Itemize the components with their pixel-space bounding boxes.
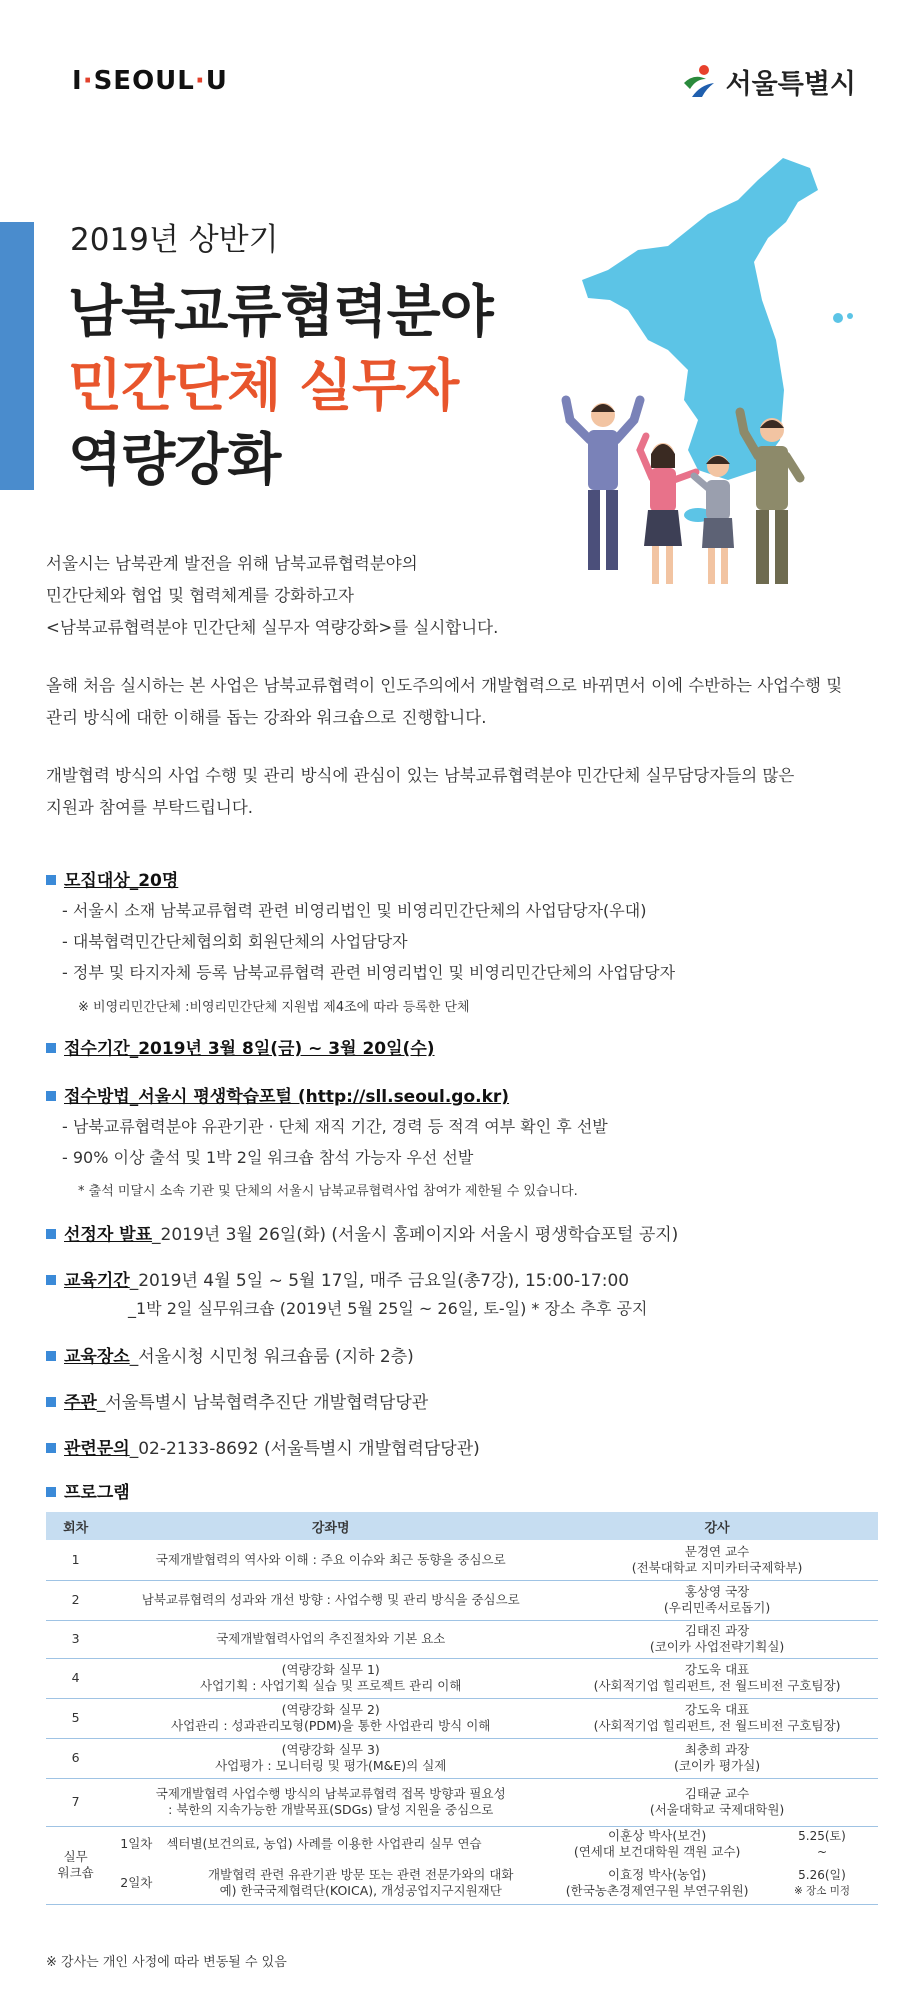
workshop-day2-title: 2일차 개발협력 관련 유관기관 방문 또는 관련 전문가와의 대화 예) 한국국제협력단(KOICA), 개성공업지구지원재단 (105, 1862, 556, 1904)
section-place: 교육장소_서울시청 시민청 워크숍룸 (지하 2층) (46, 1342, 414, 1367)
table-header-row (46, 1512, 878, 1540)
row-title: (역량강화 실무 1) 사업기획 : 사업기획 실습 및 프로젝트 관리 이해 (105, 1658, 556, 1698)
intro-paragraph-3: 개발협력 방식의 사업 수행 및 관리 방식에 관심이 있는 남북교류협력분야 민간단체 실무담당자들의 많은 지원과 참여를 부탁드립니다. (46, 766, 795, 817)
row-title: 남북교류협력의 성과와 개선 방향 : 사업수행 및 관리 방식을 중심으로 (105, 1580, 556, 1620)
table-row (46, 1658, 878, 1698)
row-lecturer: 홍상영 국장 (우리민족서로돕기) (556, 1580, 878, 1620)
workshop-day2-lecturer: 이효정 박사(농업) (한국농촌경제연구원 부연구위원) 5.26(일) ※ 장소 미정 (556, 1862, 878, 1904)
korea-map-people-illustration (548, 150, 888, 590)
col-header-lecturer: 강사 (556, 1512, 878, 1540)
row-title: (역량강화 실무 2) 사업관리 : 성과관리모형(PDM)을 통한 사업관리 방식 이해 (105, 1698, 556, 1738)
row-no: 3 (46, 1620, 105, 1658)
row-no: 6 (46, 1738, 105, 1778)
row-no: 5 (46, 1698, 105, 1738)
row-title: 국제개발협력 사업수행 방식의 남북교류협력 접목 방향과 필요성 : 북한의 지속가능한 개발목표(SDGs) 달성 지원을 중심으로 (105, 1778, 556, 1826)
table-row-workshop-day2 (46, 1862, 878, 1904)
row-no: 1 (46, 1540, 105, 1580)
hero-title-line2: 민간단체 실무자 (68, 354, 459, 419)
row-title: 국제개발협력사업의 추진절차와 기본 요소 (105, 1620, 556, 1658)
table-footnote: ※ 강사는 개인 사정에 따라 변동될 수 있음 (46, 1955, 287, 1970)
row-lecturer: 김태균 교수 (서울대학교 국제대학원) (556, 1778, 878, 1826)
workshop-dates: 5.25(토) ~ (798, 1829, 846, 1860)
intro-paragraph-1: 서울시는 남북관계 발전을 위해 남북교류협력분야의 민간단체와 협업 및 협력체계를 강화하고자 <남북교류협력분야 민간단체 실무자 역량강화>를 실시합니다. (46, 554, 499, 637)
table-row (46, 1698, 878, 1738)
row-lecturer: 최충희 과장 (코이카 평가실) (556, 1738, 878, 1778)
row-lecturer: 문경연 교수 (전북대학교 지미카터국제학부) (556, 1540, 878, 1580)
recruit-note: ※ 비영리민간단체 :비영리민간단체 지원법 제4조에 따라 등록한 단체 (78, 1000, 470, 1015)
section-announce: 선정자 발표_2019년 3월 26일(화) (서울시 홈페이지와 서울시 평생학습포털 공지) (46, 1220, 678, 1245)
workshop-day1-lecturer: 이훈상 박사(보건) (연세대 보건대학원 객원 교수) 5.25(토) ~ (556, 1826, 878, 1862)
table-row (46, 1778, 878, 1826)
hero-title-line1: 남북교류협력분야 (68, 280, 493, 345)
row-lecturer: 강도욱 대표 (사회적기업 힐리펀트, 전 월드비전 구호팀장) (556, 1658, 878, 1698)
section-period: 접수기간_2019년 3월 8일(금) ~ 3월 20일(수) (46, 1034, 435, 1059)
row-title: 국제개발협력의 역사와 이해 : 주요 이슈와 최근 동향을 중심으로 (105, 1540, 556, 1580)
col-header-no: 회차 (46, 1512, 105, 1540)
section-contact: 관련문의_02-2133-8692 (서울특별시 개발협력담당관) (46, 1434, 480, 1459)
recruit-item: - 서울시 소재 남북교류협력 관련 비영리법인 및 비영리민간단체의 사업담당자(우대) (62, 901, 647, 920)
method-item: - 90% 이상 출석 및 1박 2일 워크숍 참석 가능자 우선 선발 (62, 1148, 474, 1167)
row-lecturer: 김태진 과장 (코이카 사업전략기획실) (556, 1620, 878, 1658)
recruit-item: - 정부 및 타지자체 등록 남북교류협력 관련 비영리법인 및 비영리민간단체의 사업담당자 (62, 963, 676, 982)
method-note: * 출석 미달시 소속 기관 및 단체의 서울시 남북교류협력사업 참여가 제한될 수 있습니다. (78, 1184, 578, 1199)
section-recruit: 모집대상_20명 (46, 866, 178, 891)
section-edu-period: 교육기간_2019년 4월 5일 ~ 5월 17일, 매주 금요일(총7강), 15:00-17:00 (46, 1266, 629, 1291)
i-seoul-u-logo: I·SEOUL·U (72, 66, 228, 96)
section-program: 프로그램 (46, 1478, 130, 1503)
workshop-day1-title: 1일차 섹터별(보건의료, 농업) 사례를 이용한 사업관리 실무 연습 (120, 1836, 482, 1852)
hero-year: 2019년 상반기 (70, 222, 279, 258)
method-item: - 남북교류협력분야 유관기관 · 단체 재직 기간, 경력 등 적격 여부 확인 후 선발 (62, 1117, 608, 1136)
row-lecturer: 강도욱 대표 (사회적기업 힐리펀트, 전 월드비전 구호팀장) (556, 1698, 878, 1738)
row-no: 2 (46, 1580, 105, 1620)
row-no: 4 (46, 1658, 105, 1698)
section-method: 접수방법_서울시 평생학습포털 (http://sll.seoul.go.kr) (46, 1082, 509, 1107)
col-header-title: 강좌명 (105, 1512, 556, 1540)
hero-title-line3: 역량강화 (68, 428, 281, 493)
row-no: 7 (46, 1778, 105, 1826)
workshop-label: 실무 워크숍 (46, 1826, 105, 1904)
program-table (46, 1512, 878, 1905)
recruit-item: - 대북협력민간단체협의회 회원단체의 사업담당자 (62, 932, 408, 951)
section-host: 주관_서울특별시 남북협력추진단 개발협력담당관 (46, 1388, 428, 1413)
table-row (46, 1738, 878, 1778)
table-row (46, 1540, 878, 1580)
accent-bar (0, 222, 34, 490)
intro-paragraph-2: 올해 처음 실시하는 본 사업은 남북교류협력이 인도주의에서 개발협력으로 바뀌면서 이에 수반하는 사업수행 및 관리 방식에 대한 이해를 돕는 강좌와 워크숍으로 진행합니다. (46, 676, 843, 727)
table-row (46, 1620, 878, 1658)
seoul-city-logo: 서울특별시 (680, 62, 856, 101)
table-row (46, 1580, 878, 1620)
row-title: (역량강화 실무 3) 사업평가 : 모니터링 및 평가(M&E)의 실제 (105, 1738, 556, 1778)
edu-workshop-line: _1박 2일 실무워크숍 (2019년 5월 25일 ~ 26일, 토-일) * 장소 추후 공지 (128, 1299, 648, 1318)
table-row-workshop-day1 (46, 1826, 878, 1862)
seoul-emblem-icon (680, 63, 718, 101)
